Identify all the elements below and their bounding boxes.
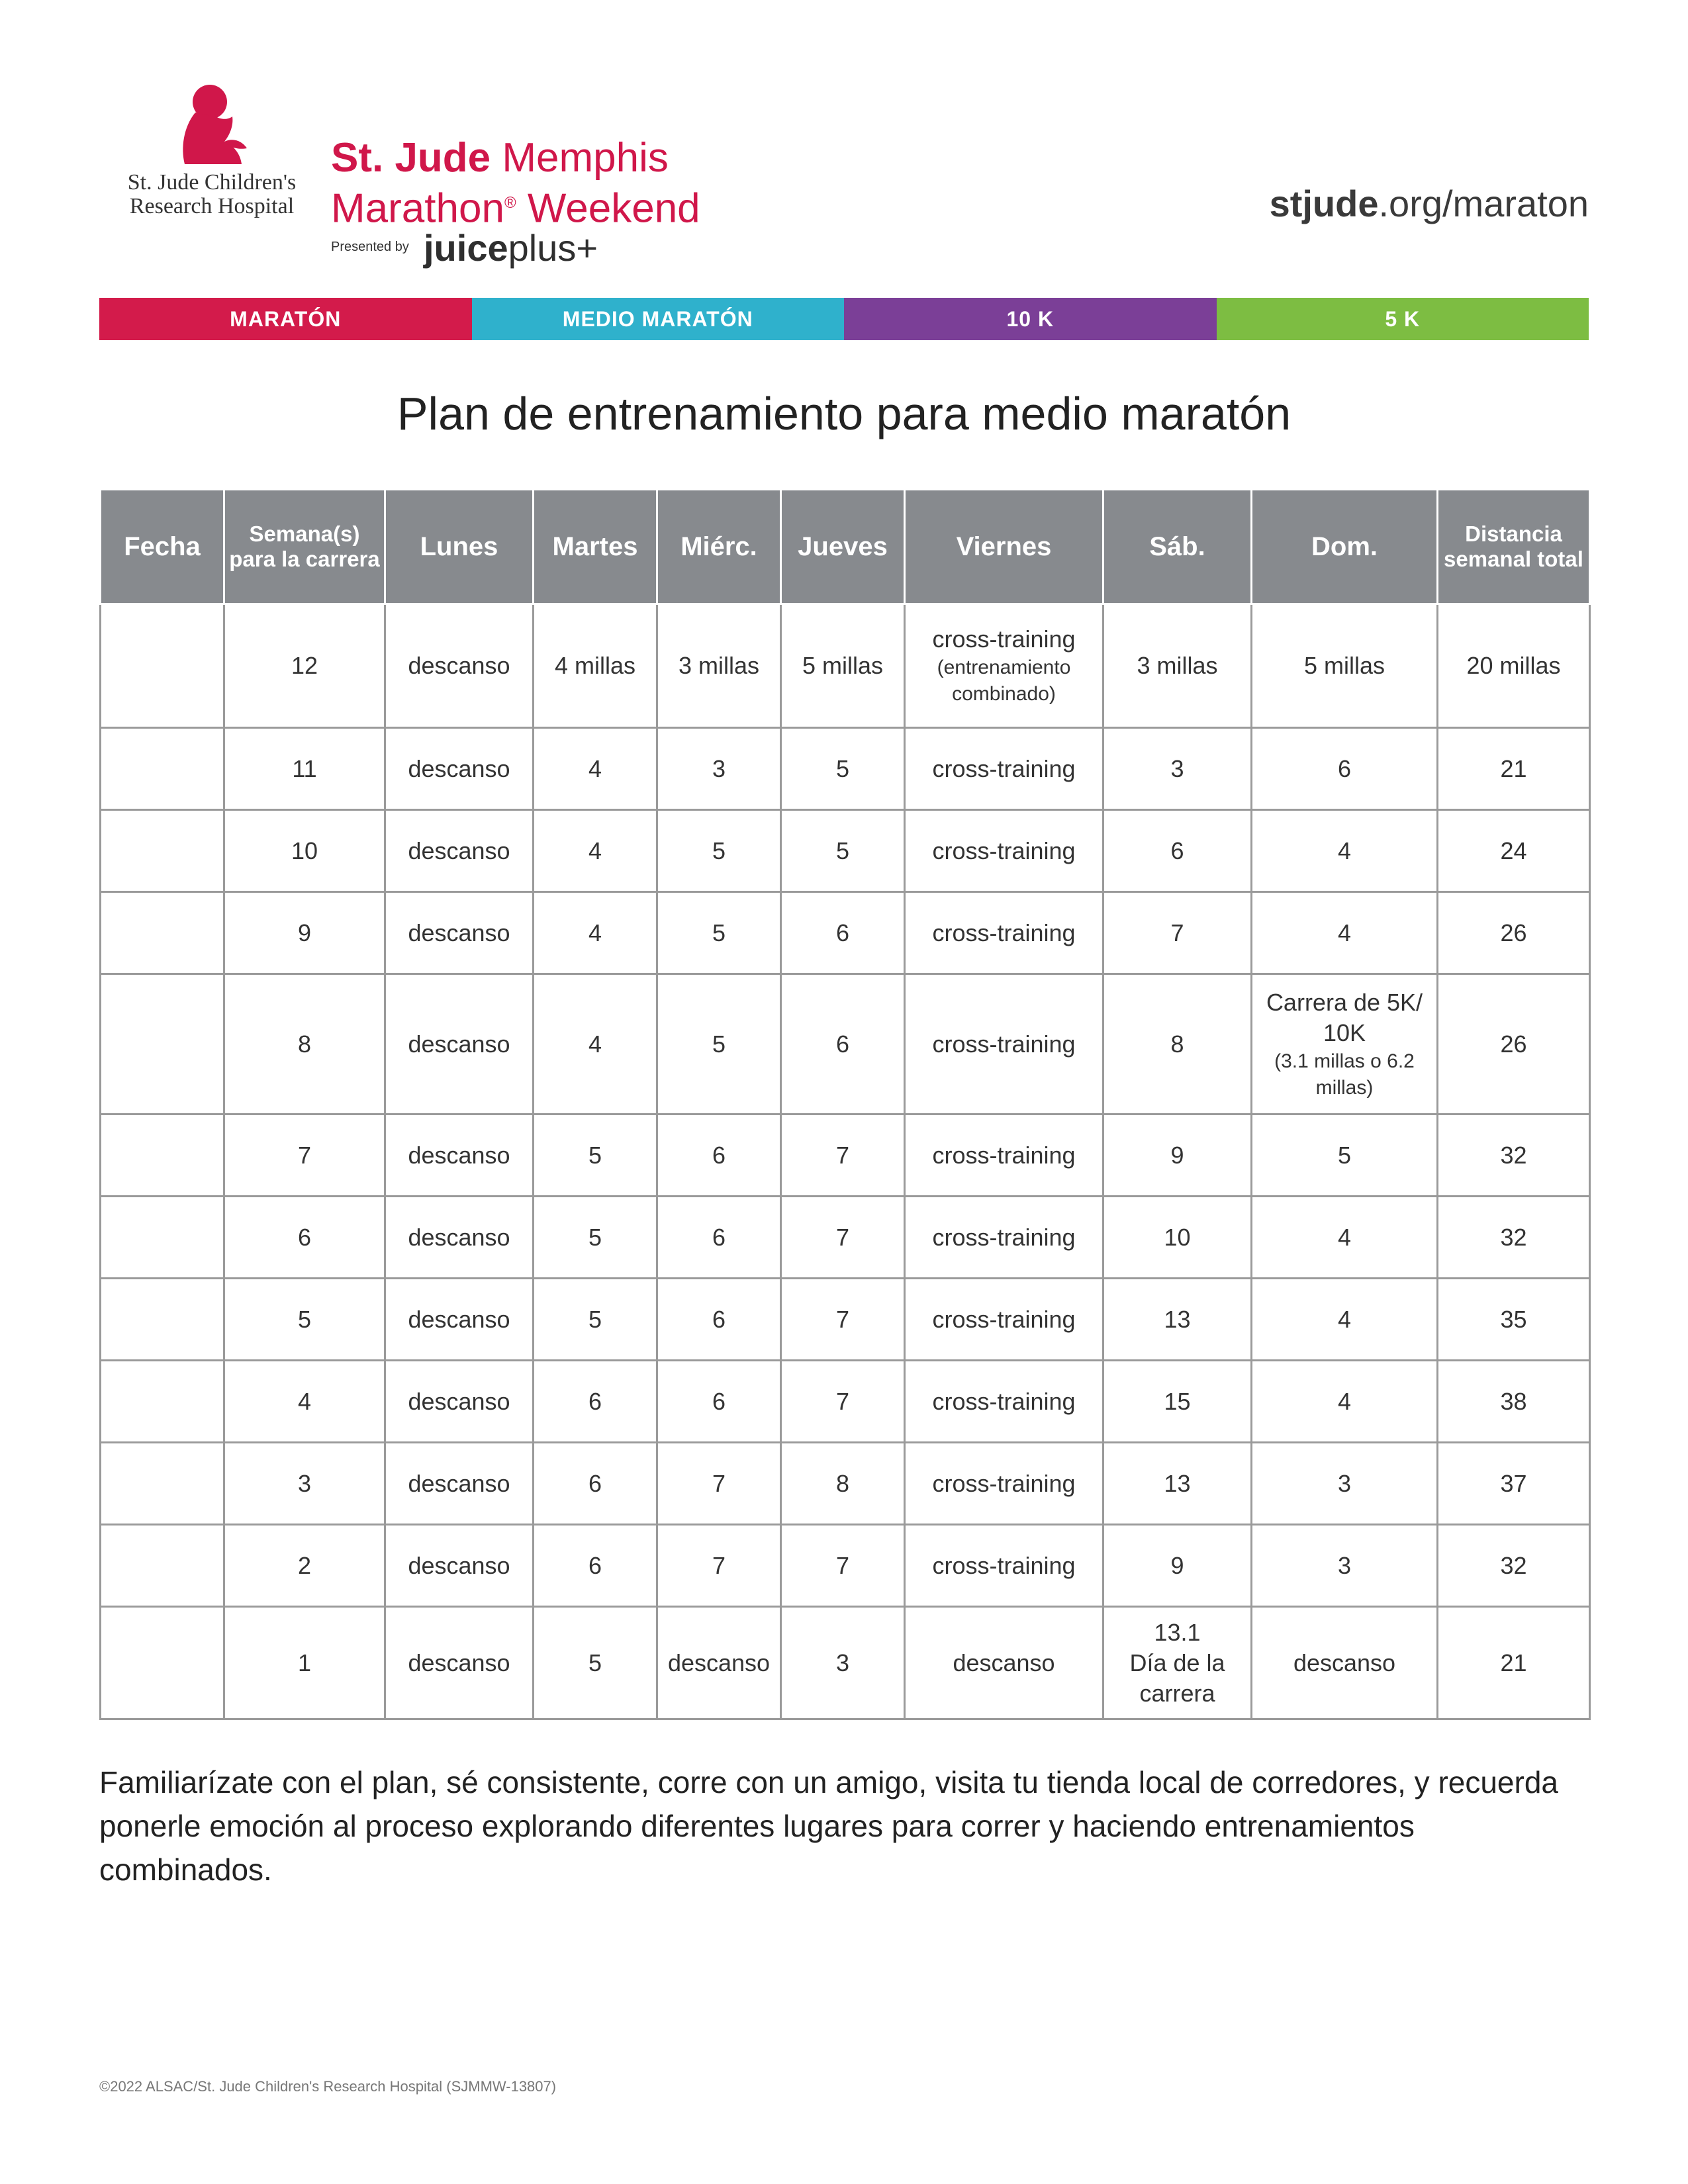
cell-jueves: 6: [781, 974, 905, 1115]
table-row: [101, 1525, 1590, 1607]
cell-domingo: 4: [1252, 1197, 1438, 1279]
event-name-rest: Memphis: [491, 135, 669, 181]
cell-jueves: 7: [781, 1197, 905, 1279]
cell-martes: 5: [534, 1279, 657, 1361]
cell-domingo: descanso: [1252, 1607, 1438, 1719]
cell-sabado-race-day: Día de la carrera: [1129, 1649, 1225, 1707]
cell-total: 38: [1438, 1361, 1590, 1443]
cell-martes: 6: [534, 1361, 657, 1443]
cell-jueves: 5: [781, 728, 905, 810]
table-row: [101, 604, 1590, 728]
event-name-bold: St. Jude: [331, 135, 491, 181]
cell-domingo: 3: [1252, 1525, 1438, 1607]
table-row: [101, 1197, 1590, 1279]
cell-fecha: [101, 728, 224, 810]
cell-total: 21: [1438, 1607, 1590, 1719]
cell-lunes: descanso: [385, 1115, 534, 1197]
cell-lunes: descanso: [385, 1443, 534, 1525]
table-row: [101, 1279, 1590, 1361]
cell-viernes: cross-training: [905, 1361, 1103, 1443]
cell-lunes: descanso: [385, 974, 534, 1115]
sponsor-logo: [424, 226, 598, 269]
cell-total: 20 millas: [1438, 604, 1590, 728]
cell-martes: 5: [534, 1197, 657, 1279]
cell-jueves: 7: [781, 1525, 905, 1607]
logo-line-2: Research Hospital: [129, 194, 295, 218]
cell-miercoles: 3: [657, 728, 781, 810]
cell-lunes: descanso: [385, 1197, 534, 1279]
cell-miercoles: 6: [657, 1361, 781, 1443]
url-bold: stjude: [1269, 183, 1379, 224]
cell-jueves: 3: [781, 1607, 905, 1719]
cell-sabado: 9: [1103, 1525, 1252, 1607]
cell-lunes: descanso: [385, 604, 534, 728]
header-viernes: Viernes: [905, 490, 1103, 604]
training-tips: Familiarízate con el plan, sé consistente, corre con un amigo, visita tu tienda local de corredores, y recuerda ponerle emoción al proceso explorando diferentes lugares para correr y haciendo entrenamientos combinados.: [99, 1765, 1559, 1887]
header-semanas: Semana(s) para la carrera: [224, 490, 385, 604]
cell-jueves: 7: [781, 1361, 905, 1443]
cell-miercoles: descanso: [657, 1607, 781, 1719]
cell-viernes: descanso: [905, 1607, 1103, 1719]
cell-semana: 11: [224, 728, 385, 810]
cell-viernes: cross-training: [905, 728, 1103, 810]
cell-miercoles: 6: [657, 1279, 781, 1361]
category-5k: 5 K: [1217, 298, 1589, 340]
event-name: [331, 136, 700, 232]
cell-fecha: [101, 1197, 224, 1279]
cell-martes: 4: [534, 728, 657, 810]
cell-sabado: 13: [1103, 1279, 1252, 1361]
cell-sabado: 6: [1103, 810, 1252, 892]
cell-sabado: 13: [1103, 1443, 1252, 1525]
site-url[interactable]: [1270, 182, 1589, 225]
child-silhouette-icon: [169, 79, 255, 165]
page-title: Plan de entrenamiento para medio maratón: [397, 388, 1291, 439]
cell-miercoles: 7: [657, 1525, 781, 1607]
cell-viernes: cross-training: [905, 1197, 1103, 1279]
cell-martes: 5: [534, 1607, 657, 1719]
cell-martes: 6: [534, 1443, 657, 1525]
header-sabado: Sáb.: [1103, 490, 1252, 604]
cell-viernes: cross-training: [905, 974, 1103, 1115]
cell-lunes: descanso: [385, 810, 534, 892]
cell-jueves: 5: [781, 810, 905, 892]
cell-miercoles: 5: [657, 892, 781, 974]
cell-martes: 4: [534, 892, 657, 974]
cell-domingo: 4: [1252, 810, 1438, 892]
cell-domingo: 4: [1252, 1279, 1438, 1361]
cell-martes: 5: [534, 1115, 657, 1197]
cell-martes: 6: [534, 1525, 657, 1607]
cell-total: 26: [1438, 974, 1590, 1115]
category-marathon: MARATÓN: [99, 298, 472, 340]
logo-line-1: St. Jude Children's: [127, 170, 297, 195]
header-miercoles: Miérc.: [657, 490, 781, 604]
cell-semana: 2: [224, 1525, 385, 1607]
cell-domingo: 4: [1252, 892, 1438, 974]
cell-fecha: [101, 1443, 224, 1525]
cell-viernes: cross-training: [905, 1525, 1103, 1607]
category-band: [99, 298, 1589, 340]
cell-total: 35: [1438, 1279, 1590, 1361]
cell-semana: 3: [224, 1443, 385, 1525]
cell-viernes-sub: (entrenamiento combinado): [937, 657, 1071, 705]
cell-miercoles: 7: [657, 1443, 781, 1525]
sponsor-bold: juice: [424, 227, 508, 269]
cell-semana: 8: [224, 974, 385, 1115]
cell-sabado: 7: [1103, 892, 1252, 974]
cell-fecha: [101, 1607, 224, 1719]
cell-domingo: 5 millas: [1252, 604, 1438, 728]
cell-miercoles: 6: [657, 1197, 781, 1279]
presented-by-label: Presented by: [331, 240, 409, 254]
cell-semana: 4: [224, 1361, 385, 1443]
registered-mark: ®: [504, 194, 516, 212]
cell-semana: 1: [224, 1607, 385, 1719]
cell-semana: 9: [224, 892, 385, 974]
cell-miercoles: 6: [657, 1115, 781, 1197]
cell-domingo-sub: (3.1 millas o 6.2 millas): [1274, 1050, 1415, 1099]
cell-sabado: 10: [1103, 1197, 1252, 1279]
cell-sabado: 8: [1103, 974, 1252, 1115]
cell-sabado: [1103, 1607, 1252, 1719]
cell-sabado-distance: 13.1: [1154, 1618, 1201, 1646]
cell-miercoles: 3 millas: [657, 604, 781, 728]
cell-total: 32: [1438, 1197, 1590, 1279]
cell-viernes: cross-training: [905, 1443, 1103, 1525]
cell-sabado: 3 millas: [1103, 604, 1252, 728]
cell-domingo: [1252, 974, 1438, 1115]
cell-semana: 5: [224, 1279, 385, 1361]
cell-total: 24: [1438, 810, 1590, 892]
copyright-footer: ©2022 ALSAC/St. Jude Children's Research Hospital (SJMMW-13807): [99, 2078, 557, 2095]
cell-lunes: descanso: [385, 1607, 534, 1719]
header-fecha: Fecha: [101, 490, 224, 604]
sponsor-rest: plus+: [508, 227, 598, 269]
event-weekend: Weekend: [516, 185, 700, 232]
cell-miercoles: 5: [657, 810, 781, 892]
cell-martes: 4: [534, 810, 657, 892]
table-row: [101, 1607, 1590, 1719]
cell-semana: 10: [224, 810, 385, 892]
cell-viernes: cross-training: [905, 892, 1103, 974]
cell-viernes: cross-training: [905, 810, 1103, 892]
cell-viernes: [905, 604, 1103, 728]
cell-domingo: 4: [1252, 1361, 1438, 1443]
cell-semana: 12: [224, 604, 385, 728]
cell-jueves: 8: [781, 1443, 905, 1525]
category-half-marathon: MEDIO MARATÓN: [472, 298, 845, 340]
cell-total: 37: [1438, 1443, 1590, 1525]
cell-fecha: [101, 604, 224, 728]
cell-domingo: 6: [1252, 728, 1438, 810]
cell-fecha: [101, 810, 224, 892]
cell-lunes: descanso: [385, 1525, 534, 1607]
cell-martes: 4 millas: [534, 604, 657, 728]
header-domingo: Dom.: [1252, 490, 1438, 604]
cell-martes: 4: [534, 974, 657, 1115]
cell-total: 32: [1438, 1115, 1590, 1197]
cell-sabado: 9: [1103, 1115, 1252, 1197]
table-row: [101, 1115, 1590, 1197]
st-jude-logo: [113, 79, 311, 232]
cell-total: 21: [1438, 728, 1590, 810]
cell-lunes: descanso: [385, 728, 534, 810]
cell-sabado: 3: [1103, 728, 1252, 810]
header-jueves: Jueves: [781, 490, 905, 604]
cell-domingo-main: Carrera de 5K/ 10K: [1266, 988, 1423, 1046]
category-10k: 10 K: [844, 298, 1217, 340]
cell-lunes: descanso: [385, 892, 534, 974]
header-martes: Martes: [534, 490, 657, 604]
cell-domingo: 5: [1252, 1115, 1438, 1197]
page-header: [0, 0, 1688, 291]
table-header-row: [101, 490, 1590, 604]
cell-viernes-main: cross-training: [932, 625, 1076, 653]
header-lunes: Lunes: [385, 490, 534, 604]
cell-viernes: cross-training: [905, 1279, 1103, 1361]
header-total: Distancia semanal total: [1438, 490, 1590, 604]
cell-jueves: 7: [781, 1115, 905, 1197]
cell-miercoles: 5: [657, 974, 781, 1115]
table-row: [101, 1361, 1590, 1443]
cell-jueves: 7: [781, 1279, 905, 1361]
url-rest: .org/maraton: [1378, 183, 1589, 224]
cell-jueves: 6: [781, 892, 905, 974]
cell-fecha: [101, 1361, 224, 1443]
table-row: [101, 810, 1590, 892]
table-row: [101, 728, 1590, 810]
cell-fecha: [101, 1279, 224, 1361]
cell-lunes: descanso: [385, 1361, 534, 1443]
cell-domingo: 3: [1252, 1443, 1438, 1525]
cell-total: 32: [1438, 1525, 1590, 1607]
table-row: [101, 892, 1590, 974]
cell-jueves: 5 millas: [781, 604, 905, 728]
cell-semana: 7: [224, 1115, 385, 1197]
cell-fecha: [101, 892, 224, 974]
cell-fecha: [101, 1115, 224, 1197]
cell-total: 26: [1438, 892, 1590, 974]
cell-sabado: 15: [1103, 1361, 1252, 1443]
event-marathon: Marathon: [331, 185, 504, 232]
cell-viernes: cross-training: [905, 1115, 1103, 1197]
cell-fecha: [101, 1525, 224, 1607]
table-row: [101, 974, 1590, 1115]
table-row: [101, 1443, 1590, 1525]
cell-lunes: descanso: [385, 1279, 534, 1361]
cell-semana: 6: [224, 1197, 385, 1279]
cell-fecha: [101, 974, 224, 1115]
training-plan-table: [99, 488, 1591, 1720]
